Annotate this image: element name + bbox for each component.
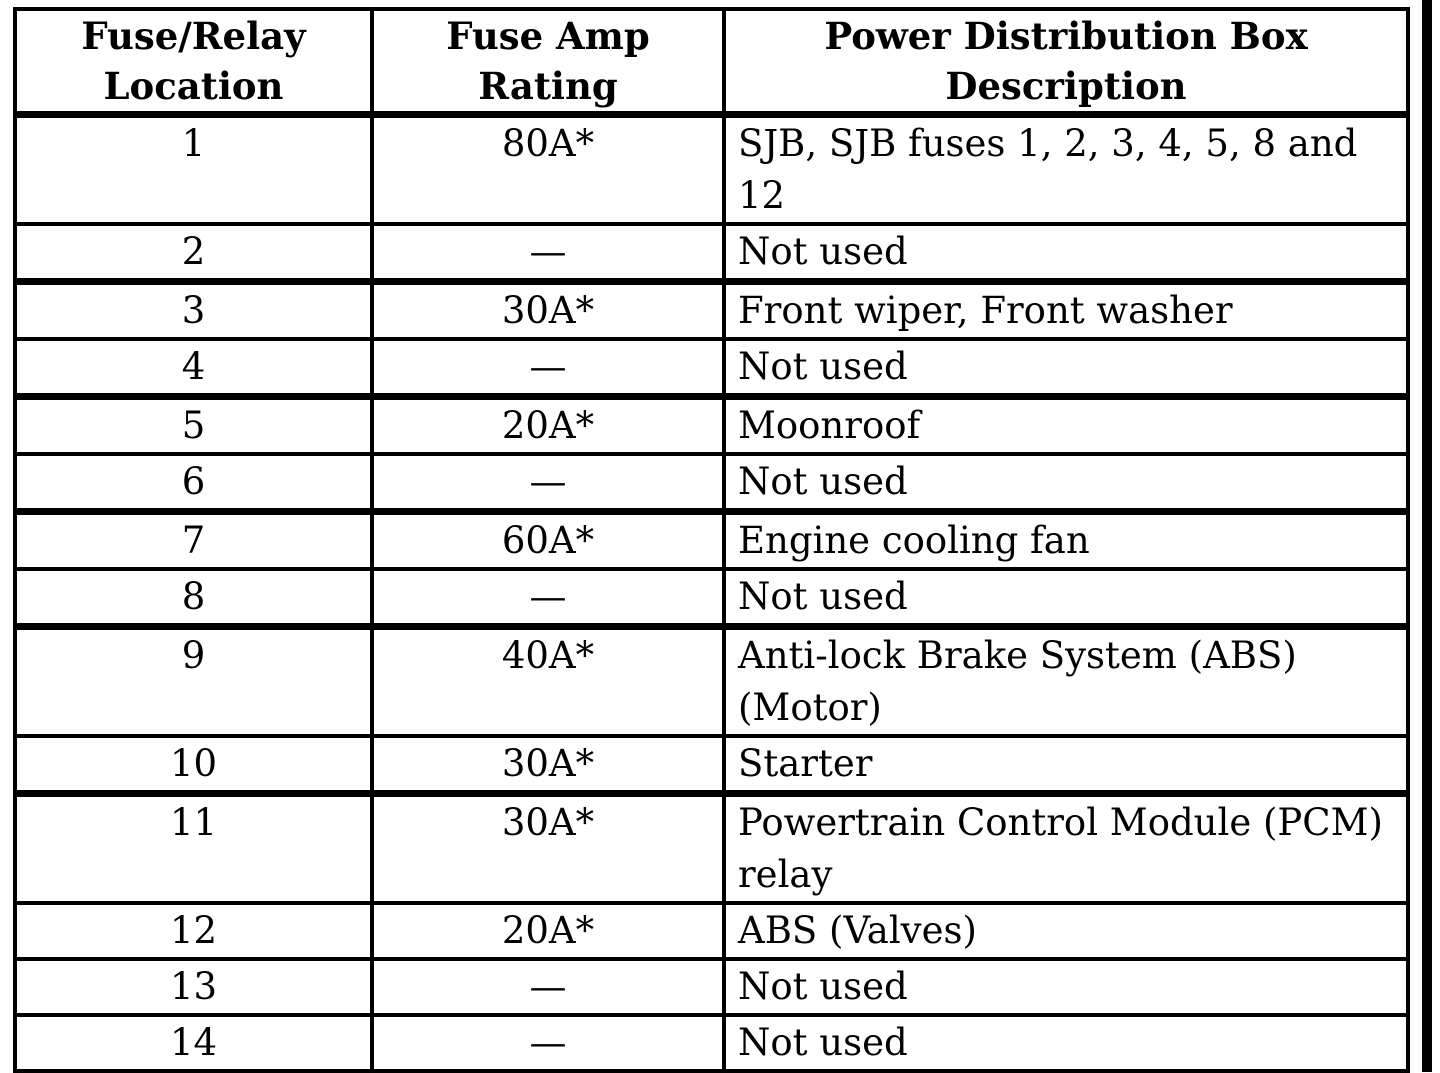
location-cell: 8 bbox=[15, 569, 372, 627]
description-cell: Not used bbox=[724, 959, 1408, 1015]
location-cell: 4 bbox=[15, 339, 372, 397]
table-row bbox=[15, 397, 1408, 455]
amp-cell: 20A* bbox=[372, 397, 724, 455]
amp-cell: 60A* bbox=[372, 512, 724, 570]
amp-cell: 20A* bbox=[372, 903, 724, 959]
description-cell: Not used bbox=[724, 454, 1408, 512]
table-row bbox=[15, 224, 1408, 282]
description-cell: ABS (Valves) bbox=[724, 903, 1408, 959]
location-cell: 13 bbox=[15, 959, 372, 1015]
table-row bbox=[15, 569, 1408, 627]
description-cell: Front wiper, Front washer bbox=[724, 282, 1408, 340]
page-edge-bar bbox=[1422, 0, 1432, 1072]
table-row bbox=[15, 454, 1408, 512]
amp-cell: 40A* bbox=[372, 627, 724, 737]
amp-cell: — bbox=[372, 339, 724, 397]
amp-cell: 30A* bbox=[372, 282, 724, 340]
table-row bbox=[15, 1015, 1408, 1071]
table-body bbox=[15, 115, 1408, 1072]
location-cell: 12 bbox=[15, 903, 372, 959]
description-cell: Anti-lock Brake System (ABS) (Motor) bbox=[724, 627, 1408, 737]
location-cell: 2 bbox=[15, 224, 372, 282]
table-row bbox=[15, 903, 1408, 959]
fuse-table bbox=[13, 7, 1410, 1073]
description-cell: Powertrain Control Module (PCM) relay bbox=[724, 794, 1408, 904]
description-cell: Moonroof bbox=[724, 397, 1408, 455]
table-row bbox=[15, 794, 1408, 904]
amp-cell: — bbox=[372, 454, 724, 512]
location-cell: 6 bbox=[15, 454, 372, 512]
amp-cell: 30A* bbox=[372, 794, 724, 904]
table-row bbox=[15, 736, 1408, 794]
description-cell: SJB, SJB fuses 1, 2, 3, 4, 5, 8 and 12 bbox=[724, 115, 1408, 225]
description-cell: Not used bbox=[724, 1015, 1408, 1071]
header-amp-rating: Fuse Amp Rating bbox=[372, 9, 724, 115]
table-row bbox=[15, 627, 1408, 737]
amp-cell: — bbox=[372, 959, 724, 1015]
description-cell: Engine cooling fan bbox=[724, 512, 1408, 570]
amp-cell: — bbox=[372, 569, 724, 627]
table-row bbox=[15, 512, 1408, 570]
description-cell: Not used bbox=[724, 569, 1408, 627]
description-cell: Starter bbox=[724, 736, 1408, 794]
location-cell: 7 bbox=[15, 512, 372, 570]
amp-cell: — bbox=[372, 1015, 724, 1071]
amp-cell: 80A* bbox=[372, 115, 724, 225]
description-cell: Not used bbox=[724, 339, 1408, 397]
table-row bbox=[15, 339, 1408, 397]
header-row bbox=[15, 9, 1408, 115]
amp-cell: 30A* bbox=[372, 736, 724, 794]
table-row bbox=[15, 115, 1408, 225]
table-row bbox=[15, 959, 1408, 1015]
table-row bbox=[15, 282, 1408, 340]
location-cell: 11 bbox=[15, 794, 372, 904]
location-cell: 10 bbox=[15, 736, 372, 794]
header-description: Power Distribution Box Description bbox=[724, 9, 1408, 115]
amp-cell: — bbox=[372, 224, 724, 282]
location-cell: 5 bbox=[15, 397, 372, 455]
header-location: Fuse/Relay Location bbox=[15, 9, 372, 115]
table-header bbox=[15, 9, 1408, 115]
location-cell: 9 bbox=[15, 627, 372, 737]
location-cell: 1 bbox=[15, 115, 372, 225]
description-cell: Not used bbox=[724, 224, 1408, 282]
location-cell: 3 bbox=[15, 282, 372, 340]
location-cell: 14 bbox=[15, 1015, 372, 1071]
